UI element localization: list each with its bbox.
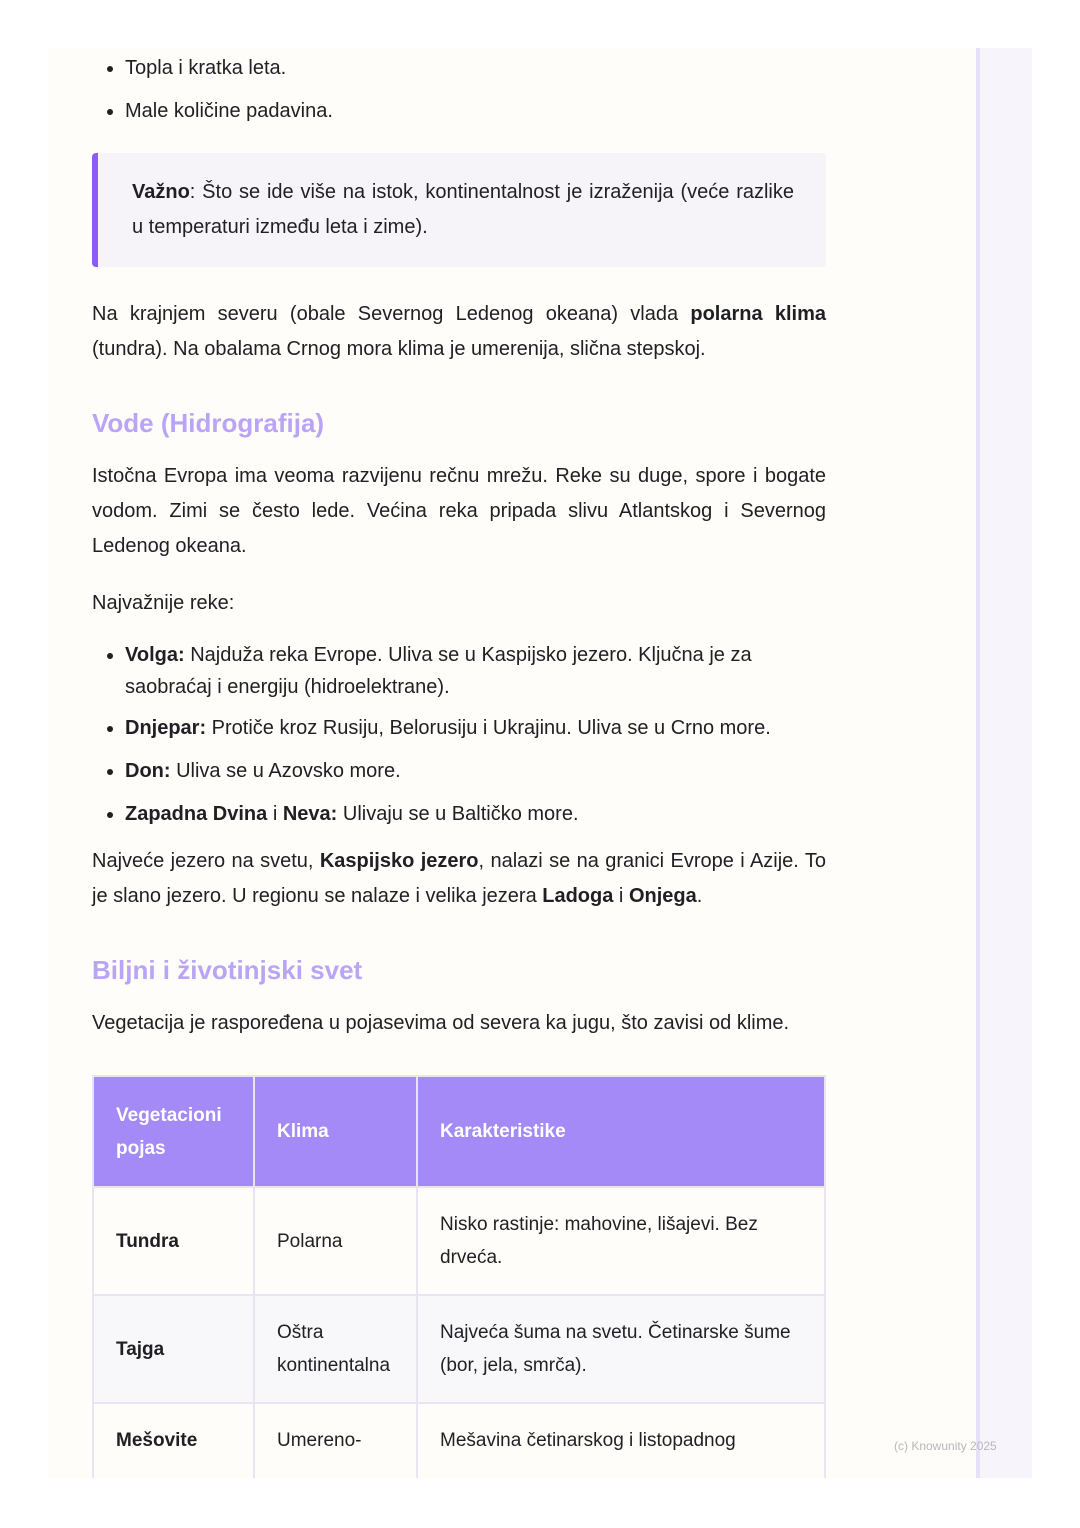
table-cell: Oštra kontinentalna xyxy=(254,1295,417,1403)
rivers-list xyxy=(92,639,826,832)
table-cell: Umereno- xyxy=(254,1403,417,1478)
lakes-paragraph: Najveće jezero na svetu, Kaspijsko jezero, nalazi se na granici Evrope i Azije. To je slano jezero. U regionu se nalaze i velika jezera Ladoga i Onjega. xyxy=(92,850,827,907)
rivers-intro: Najvažnije reke: xyxy=(92,592,235,614)
table-cell: Mešovite xyxy=(93,1403,254,1478)
heading-flora: Biljni i životinjski svet xyxy=(92,955,363,985)
content xyxy=(92,48,826,1478)
important-callout xyxy=(92,153,826,267)
list-item: • Male količine padavina. xyxy=(125,94,826,129)
column-header: Karakteristike xyxy=(417,1076,825,1187)
side-panel xyxy=(976,48,1032,1478)
table-cell: Nisko rastinje: mahovine, lišajevi. Bez drveća. xyxy=(417,1187,825,1295)
vegetation-table xyxy=(92,1075,826,1478)
heading-water: Vode (Hidrografija) xyxy=(92,408,325,438)
callout-text: : Što se ide više na istok, kontinentalnost je izraženija (veće razlike u temperaturi između leta i zime). xyxy=(132,181,794,238)
water-paragraph: Istočna Evropa ima veoma razvijenu rečnu mrežu. Reke su duge, spore i bogate vodom. Zimi se često lede. Većina reka pripada slivu Atlantskog i Severnog Ledenog okeana. xyxy=(92,465,826,557)
table-cell: Najveća šuma na svetu. Četinarske šume (bor, jela, smrča). xyxy=(417,1295,825,1403)
document-page xyxy=(48,48,1032,1478)
climate-list xyxy=(92,51,826,129)
list-item: • Zapadna Dvina i Neva: Ulivaju se u Baltičko more. xyxy=(125,797,826,832)
table-cell: Tundra xyxy=(93,1187,254,1295)
list-item: • Dnjepar: Protiče kroz Rusiju, Belorusiju i Ukrajinu. Uliva se u Crno more. xyxy=(125,711,826,746)
table-header-row xyxy=(93,1076,825,1187)
watermark: (c) Knowunity 2025 xyxy=(894,1439,997,1453)
table-cell: Polarna xyxy=(254,1187,417,1295)
column-header: Vegetacioni pojas xyxy=(93,1076,254,1187)
flora-paragraph: Vegetacija je raspoređena u pojasevima od severa ka jugu, što zavisi od klime. xyxy=(92,1012,790,1034)
polar-paragraph: Na krajnjem severu (obale Severnog Ledenog okeana) vlada polarna klima (tundra). Na obalama Crnog mora klima je umerenija, slična stepskoj. xyxy=(92,303,826,360)
table-row xyxy=(93,1403,825,1478)
callout-label: Važno xyxy=(132,181,190,203)
table-row xyxy=(93,1187,825,1295)
column-header: Klima xyxy=(254,1076,417,1187)
list-item: • Topla i kratka leta. xyxy=(125,51,826,86)
list-item: • Volga: Najduža reka Evrope. Uliva se u Kaspijsko jezero. Ključna je za saobraćaj i energiju (hidroelektrane). xyxy=(125,639,826,703)
table-cell: Mešavina četinarskog i listopadnog xyxy=(417,1403,825,1478)
table-row xyxy=(93,1295,825,1403)
list-item: • Don: Uliva se u Azovsko more. xyxy=(125,754,826,789)
table-cell: Tajga xyxy=(93,1295,254,1403)
